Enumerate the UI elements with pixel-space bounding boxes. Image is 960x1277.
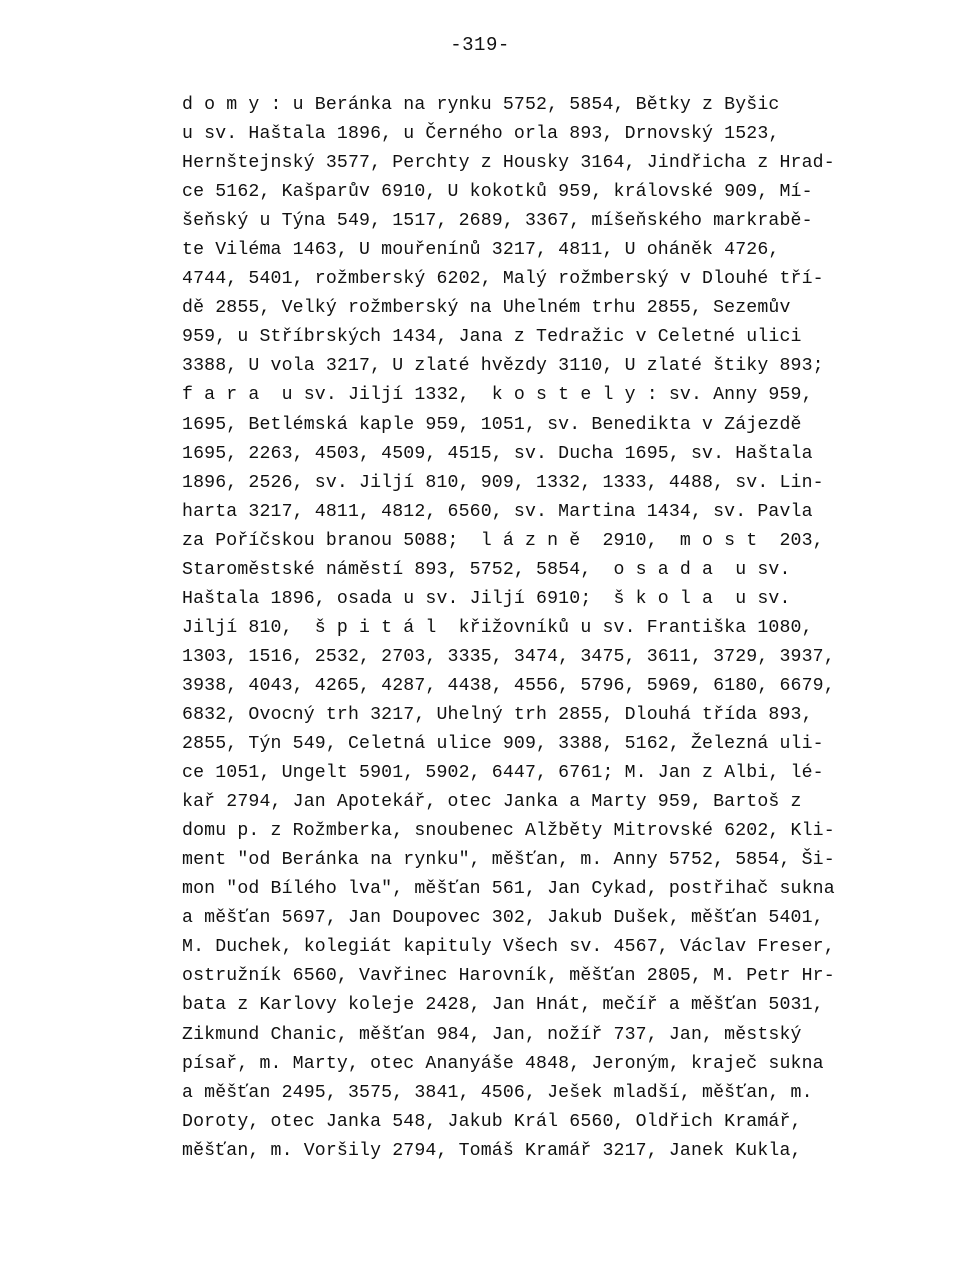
text-line: a měšťan 5697, Jan Doupovec 302, Jakub Dušek, měšťan 5401,: [182, 908, 824, 929]
text-line: 4744, 5401, rožmberský 6202, Malý rožmberský v Dlouhé tří-: [182, 269, 824, 290]
text-line: 1695, 2263, 4503, 4509, 4515, sv. Ducha 1695, sv. Haštala: [182, 443, 813, 464]
page-number: -319-: [450, 34, 510, 56]
text-line: 1303, 1516, 2532, 2703, 3335, 3474, 3475, 3611, 3729, 3937,: [182, 646, 835, 667]
text-line: f a r a u sv. Jiljí 1332, k o s t e l y : sv. Anny 959,: [182, 385, 813, 406]
text-line: ce 1051, Ungelt 5901, 5902, 6447, 6761; M. Jan z Albi, lé-: [182, 763, 824, 784]
text-line: Staroměstské náměstí 893, 5752, 5854, o s a d a u sv.: [182, 559, 791, 580]
text-line: 1896, 2526, sv. Jiljí 810, 909, 1332, 1333, 4488, sv. Lin-: [182, 472, 824, 493]
text-line: domu p. z Rožmberka, snoubenec Alžběty Mitrovské 6202, Kli-: [182, 821, 835, 842]
text-line: písař, m. Marty, otec Ananyáše 4848, Jeroným, kraječ sukna: [182, 1053, 824, 1074]
text-line: Jiljí 810, š p i t á l křižovníků u sv. Františka 1080,: [182, 617, 813, 638]
text-line: d o m y : u Beránka na rynku 5752, 5854, Bětky z Byšic: [182, 95, 780, 115]
text-line: kař 2794, Jan Apotekář, otec Janka a Marty 959, Bartoš z: [182, 792, 802, 813]
text-line: ce 5162, Kašparův 6910, U kokotků 959, královské 909, Mí-: [182, 182, 813, 203]
text-line: Doroty, otec Janka 548, Jakub Král 6560, Oldřich Kramář,: [182, 1111, 802, 1132]
text-line: 3388, U vola 3217, U zlaté hvězdy 3110, U zlaté štiky 893;: [182, 356, 824, 377]
text-line: 3938, 4043, 4265, 4287, 4438, 4556, 5796, 5969, 6180, 6679,: [182, 675, 835, 696]
text-line: 1695, Betlémská kaple 959, 1051, sv. Benedikta v Zájezdě: [182, 414, 802, 435]
text-line: Haštala 1896, osada u sv. Jiljí 6910; š k o l a u sv.: [182, 588, 791, 609]
text-line: Hernštejnský 3577, Perchty z Housky 3164, Jindřicha z Hrad-: [182, 153, 835, 174]
text-line: mon "od Bílého lva", měšťan 561, Jan Cykad, postřihač sukna: [182, 879, 835, 900]
text-line: 6832, Ovocný trh 3217, Uhelný trh 2855, Dlouhá třída 893,: [182, 704, 813, 725]
text-line: harta 3217, 4811, 4812, 6560, sv. Martina 1434, sv. Pavla: [182, 501, 813, 522]
text-line: a měšťan 2495, 3575, 3841, 4506, Ješek mladší, měšťan, m.: [182, 1082, 813, 1103]
index-text-block: [182, 91, 882, 1166]
text-line: u sv. Haštala 1896, u Černého orla 893, Drnovský 1523,: [182, 124, 780, 145]
text-line: šeňský u Týna 549, 1517, 2689, 3367, míšeňského markrabě-: [182, 211, 813, 232]
text-line: ment "od Beránka na rynku", měšťan, m. Anny 5752, 5854, Ši-: [182, 850, 835, 871]
text-line: měšťan, m. Voršily 2794, Tomáš Kramář 3217, Janek Kukla,: [182, 1140, 802, 1161]
text-line: dě 2855, Velký rožmberský na Uhelném trhu 2855, Sezemův: [182, 298, 791, 319]
text-line: za Poříčskou branou 5088; l á z n ě 2910, m o s t 203,: [182, 530, 824, 551]
text-line: 2855, Týn 549, Celetná ulice 909, 3388, 5162, Železná uli-: [182, 734, 824, 755]
text-line: 959, u Stříbrských 1434, Jana z Tedražic v Celetné ulici: [182, 327, 802, 348]
text-line: te Viléma 1463, U mouřenínů 3217, 4811, U oháněk 4726,: [182, 240, 780, 261]
text-line: Zikmund Chanic, měšťan 984, Jan, nožíř 737, Jan, městský: [182, 1024, 802, 1045]
text-line: bata z Karlovy koleje 2428, Jan Hnát, mečíř a měšťan 5031,: [182, 995, 824, 1016]
text-line: ostružník 6560, Vavřinec Harovník, měšťan 2805, M. Petr Hr-: [182, 966, 835, 987]
text-line: M. Duchek, kolegiát kapituly Všech sv. 4567, Václav Freser,: [182, 937, 835, 958]
